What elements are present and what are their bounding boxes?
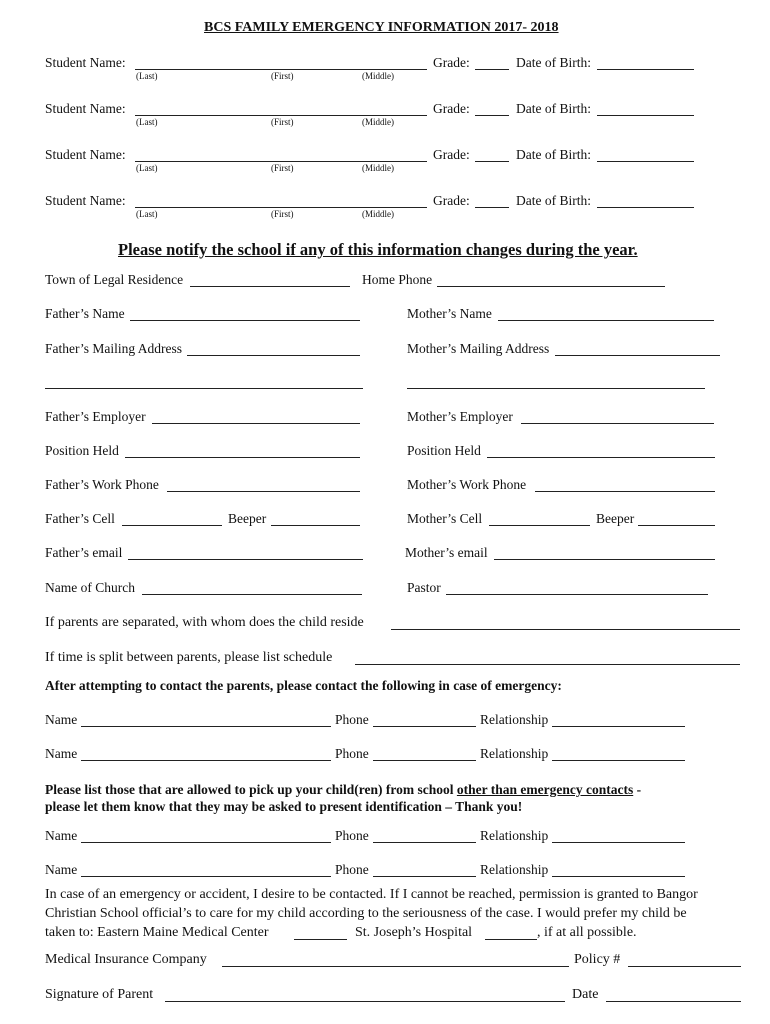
pickup-text-a: Please list those that are allowed to pick up your child(ren) from school — [45, 782, 457, 797]
first-caption: (First) — [271, 117, 294, 127]
pickup-heading-line1 — [45, 782, 641, 798]
dob-label: Date of Birth: — [516, 147, 591, 162]
grade-field[interactable] — [475, 115, 509, 116]
emergency-heading: After attempting to contact the parents, please contact the following in case of emergency: — [45, 678, 562, 693]
student-name-field[interactable] — [135, 161, 427, 162]
mother-mailing-line2[interactable] — [407, 388, 705, 389]
separated-field[interactable] — [391, 629, 740, 630]
father-mailing-line2[interactable] — [45, 388, 363, 389]
mother-work-phone-field[interactable] — [535, 491, 715, 492]
policy-field[interactable] — [628, 966, 741, 967]
policy-label: Policy # — [574, 952, 621, 967]
mother-position-field[interactable] — [487, 457, 715, 458]
student-name-label: Student Name: — [45, 147, 126, 162]
dob-field[interactable] — [597, 207, 694, 208]
father-beeper-label: Beeper — [228, 511, 267, 526]
dob-field[interactable] — [597, 161, 694, 162]
mother-beeper-field[interactable] — [638, 525, 715, 526]
church-field[interactable] — [142, 594, 362, 595]
student-name-label: Student Name: — [45, 193, 126, 208]
contact-relationship-label: Relationship — [480, 746, 549, 761]
dob-label: Date of Birth: — [516, 55, 591, 70]
st-joseph-choice-field[interactable] — [485, 939, 537, 940]
consent-line3b: St. Joseph’s Hospital — [355, 925, 473, 940]
signature-field[interactable] — [165, 1001, 565, 1002]
contact-name-field[interactable] — [81, 760, 331, 761]
contact-name-label: Name — [45, 746, 78, 761]
contact-phone-field[interactable] — [373, 726, 476, 727]
grade-label: Grade: — [433, 147, 470, 162]
signature-label: Signature of Parent — [45, 987, 154, 1002]
student-name-label: Student Name: — [45, 101, 126, 116]
contact-name-field[interactable] — [81, 726, 331, 727]
home-phone-field[interactable] — [437, 286, 665, 287]
grade-field[interactable] — [475, 161, 509, 162]
mother-employer-label: Mother’s Employer — [407, 409, 513, 424]
mother-mailing-label: Mother’s Mailing Address — [407, 341, 550, 356]
father-email-label: Father’s email — [45, 545, 123, 560]
split-label: If time is split between parents, please list schedule — [45, 650, 333, 665]
middle-caption: (Middle) — [362, 209, 394, 219]
first-caption: (First) — [271, 163, 294, 173]
contact-name-label: Name — [45, 828, 78, 843]
dob-label: Date of Birth: — [516, 193, 591, 208]
date-label: Date — [572, 987, 599, 1002]
consent-line1: In case of an emergency or accident, I desire to be contacted. If I cannot be reached, permission is granted to Bangor — [45, 887, 698, 902]
student-name-field[interactable] — [135, 115, 427, 116]
contact-name-label: Name — [45, 862, 78, 877]
mother-cell-label: Mother’s Cell — [407, 511, 483, 526]
town-label: Town of Legal Residence — [45, 272, 184, 287]
father-mailing-field[interactable] — [187, 355, 360, 356]
pickup-text-c: - — [633, 782, 642, 797]
father-position-field[interactable] — [125, 457, 360, 458]
father-cell-field[interactable] — [122, 525, 222, 526]
contact-name-field[interactable] — [81, 842, 331, 843]
pastor-field[interactable] — [446, 594, 708, 595]
mother-email-field[interactable] — [494, 559, 715, 560]
mother-employer-field[interactable] — [521, 423, 714, 424]
contact-relationship-label: Relationship — [480, 862, 549, 877]
consent-line3a: taken to: Eastern Maine Medical Center — [45, 925, 269, 940]
father-name-label: Father’s Name — [45, 306, 125, 321]
father-mailing-label: Father’s Mailing Address — [45, 341, 182, 356]
insurance-field[interactable] — [222, 966, 569, 967]
contact-relationship-field[interactable] — [552, 876, 685, 877]
father-email-field[interactable] — [128, 559, 363, 560]
mother-mailing-field[interactable] — [555, 355, 720, 356]
mother-position-label: Position Held — [407, 443, 481, 458]
contact-relationship-field[interactable] — [552, 760, 685, 761]
consent-line3c: , if at all possible. — [537, 925, 637, 940]
contact-name-label: Name — [45, 712, 78, 727]
contact-phone-label: Phone — [335, 862, 369, 877]
contact-relationship-label: Relationship — [480, 828, 549, 843]
first-caption: (First) — [271, 71, 294, 81]
pickup-heading-line2: please let them know that they may be asked to present identification – Thank you! — [45, 799, 523, 814]
contact-relationship-label: Relationship — [480, 712, 549, 727]
father-cell-label: Father’s Cell — [45, 511, 115, 526]
student-name-field[interactable] — [135, 69, 427, 70]
consent-line2: Christian School official’s to care for my child according to the seriousness of the case. I would prefer my child be — [45, 906, 687, 921]
mother-work-phone-label: Mother’s Work Phone — [407, 477, 527, 492]
father-name-field[interactable] — [130, 320, 360, 321]
contact-phone-field[interactable] — [373, 876, 476, 877]
middle-caption: (Middle) — [362, 163, 394, 173]
student-name-label: Student Name: — [45, 55, 126, 70]
pickup-text-underlined: other than emergency contacts — [456, 782, 634, 797]
contact-phone-label: Phone — [335, 746, 369, 761]
middle-caption: (Middle) — [362, 117, 394, 127]
father-beeper-field[interactable] — [271, 525, 360, 526]
last-caption: (Last) — [136, 71, 158, 81]
grade-field[interactable] — [475, 69, 509, 70]
father-work-phone-field[interactable] — [167, 491, 360, 492]
date-field[interactable] — [606, 1001, 741, 1002]
father-employer-field[interactable] — [152, 423, 360, 424]
middle-caption: (Middle) — [362, 71, 394, 81]
grade-field[interactable] — [475, 207, 509, 208]
contact-relationship-field[interactable] — [552, 726, 685, 727]
grade-label: Grade: — [433, 55, 470, 70]
notice-heading: Please notify the school if any of this information changes during the year. — [118, 240, 638, 259]
last-caption: (Last) — [136, 209, 158, 219]
contact-phone-label: Phone — [335, 712, 369, 727]
mother-name-label: Mother’s Name — [407, 306, 492, 321]
contact-phone-label: Phone — [335, 828, 369, 843]
insurance-label: Medical Insurance Company — [45, 952, 207, 967]
home-phone-label: Home Phone — [362, 272, 433, 287]
last-caption: (Last) — [136, 163, 158, 173]
contact-relationship-field[interactable] — [552, 842, 685, 843]
emmc-choice-field[interactable] — [294, 939, 347, 940]
mother-name-field[interactable] — [498, 320, 714, 321]
mother-email-label: Mother’s email — [405, 545, 488, 560]
first-caption: (First) — [271, 209, 294, 219]
father-work-phone-label: Father’s Work Phone — [45, 477, 159, 492]
form-title: BCS FAMILY EMERGENCY INFORMATION 2017- 2018 — [204, 20, 559, 35]
dob-label: Date of Birth: — [516, 101, 591, 116]
father-employer-label: Father’s Employer — [45, 409, 146, 424]
town-field[interactable] — [190, 286, 350, 287]
separated-label: If parents are separated, with whom does the child reside — [45, 615, 364, 630]
mother-cell-field[interactable] — [489, 525, 590, 526]
contact-name-field[interactable] — [81, 876, 331, 877]
grade-label: Grade: — [433, 101, 470, 116]
last-caption: (Last) — [136, 117, 158, 127]
contact-phone-field[interactable] — [373, 760, 476, 761]
dob-field[interactable] — [597, 115, 694, 116]
church-label: Name of Church — [45, 580, 135, 595]
father-position-label: Position Held — [45, 443, 119, 458]
contact-phone-field[interactable] — [373, 842, 476, 843]
grade-label: Grade: — [433, 193, 470, 208]
student-name-field[interactable] — [135, 207, 427, 208]
mother-beeper-label: Beeper — [596, 511, 635, 526]
dob-field[interactable] — [597, 69, 694, 70]
pastor-label: Pastor — [407, 580, 441, 595]
split-field[interactable] — [355, 664, 740, 665]
